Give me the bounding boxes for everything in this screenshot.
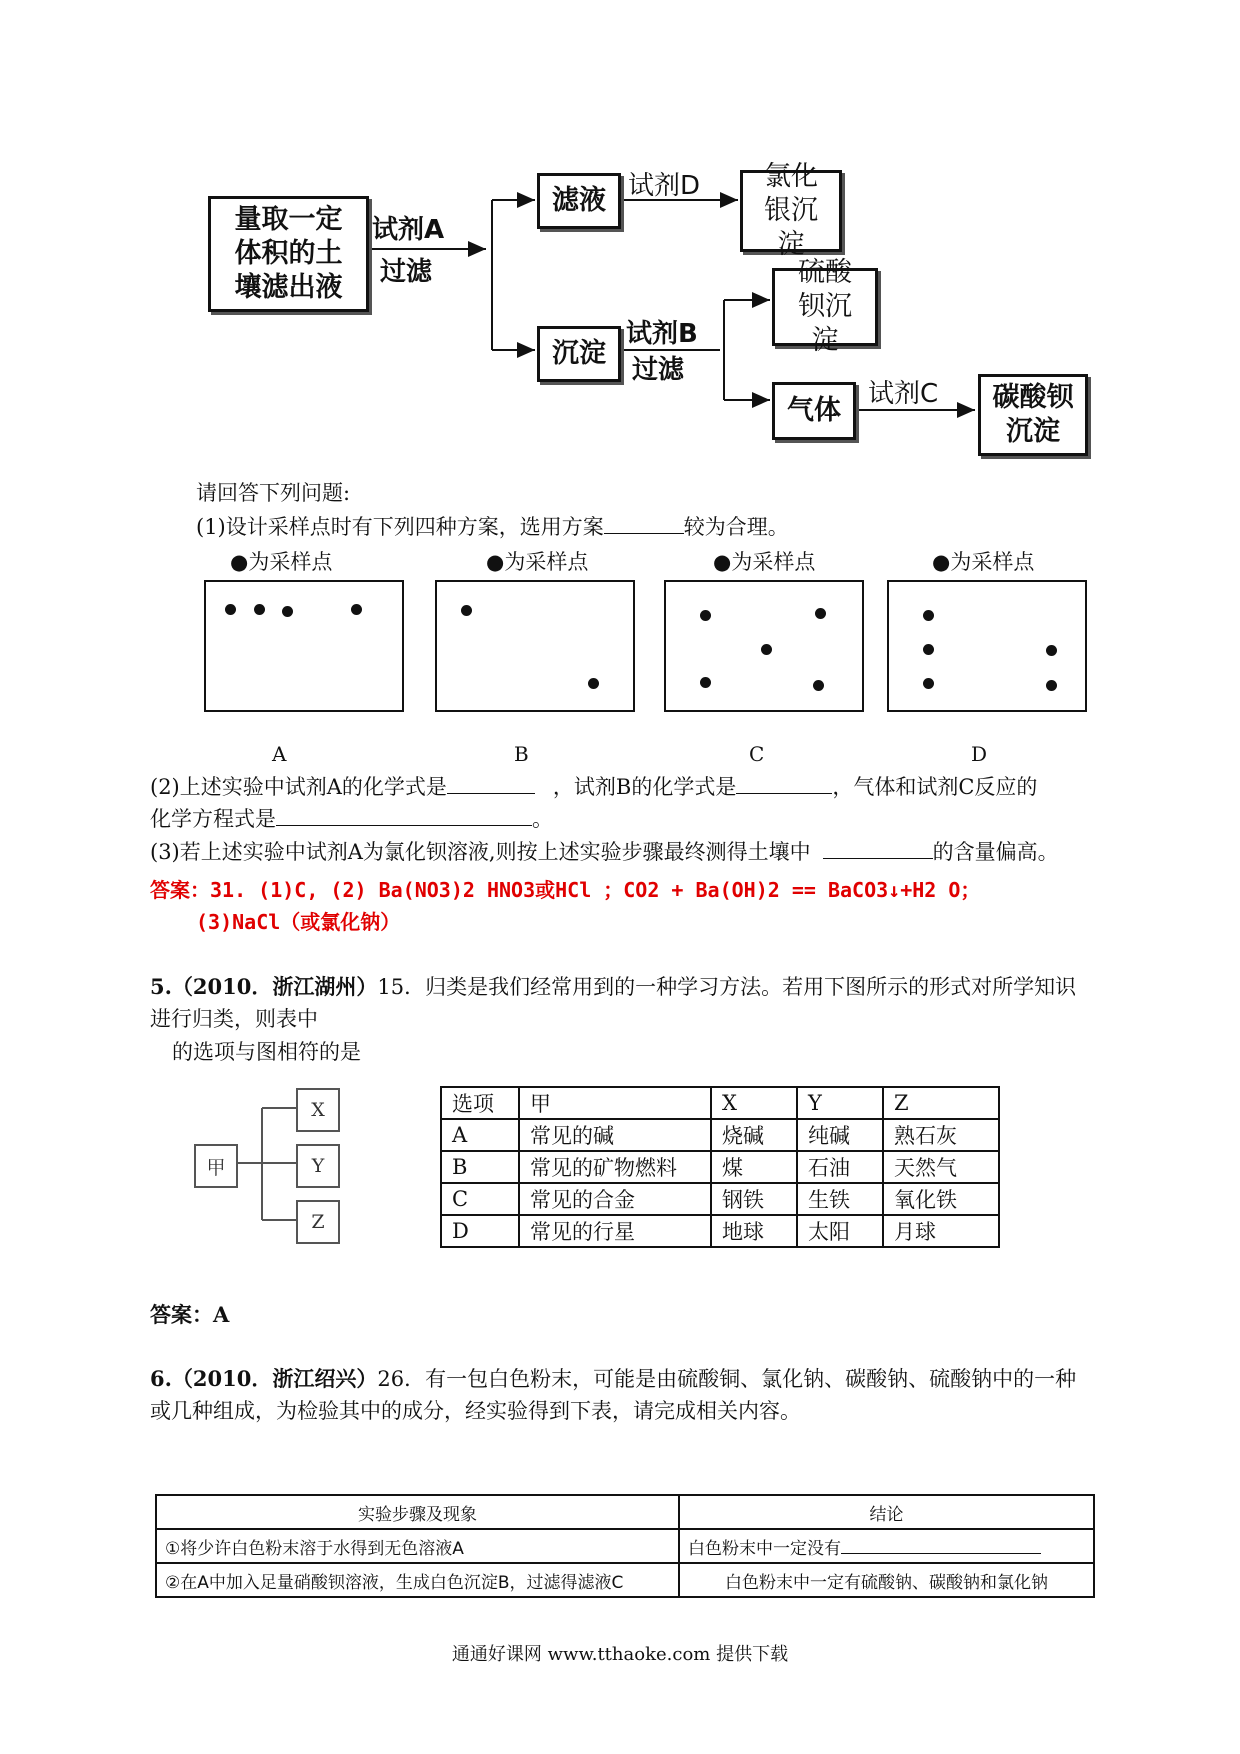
table-header-row (441, 1087, 999, 1119)
sample-point (813, 680, 824, 691)
table-header: 选项 (441, 1087, 519, 1119)
q2-blank-equation[interactable] (276, 803, 532, 826)
flow-precipitate-box (537, 326, 621, 382)
flow-start-text: 量取一定体积的土壤滤出液 (234, 204, 343, 303)
table-header: 甲 (519, 1087, 711, 1119)
table-cell: ②在A中加入足量硝酸钡溶液，生成白色沉淀B，过滤得滤液C (156, 1563, 679, 1597)
table-row (156, 1529, 1094, 1563)
q2-line2-prefix: 化学方程式是 (150, 807, 276, 831)
table-cell: D (441, 1215, 519, 1247)
sample-point (588, 678, 599, 689)
flow-baco3-text: 碳酸钡沉淀 (992, 382, 1074, 447)
sampling-label-a: ●为采样点 (230, 550, 333, 574)
q2-suffix: ，气体和试剂C反应的 (832, 775, 1038, 799)
sample-point (1046, 680, 1057, 691)
option-letter-d: D (971, 742, 988, 766)
table-cell: 太阳 (797, 1215, 883, 1247)
q5-text: 15．归类是我们经常用到的一种学习方法。若用下图所示的形式对所学知识 (377, 975, 1077, 999)
table-cell: 天然气 (883, 1151, 999, 1183)
sampling-label-c: ●为采样点 (713, 550, 816, 574)
question-1 (196, 511, 789, 542)
sample-point (282, 606, 293, 617)
answer-31-line2: (3)NaCl（或氯化钠） (196, 910, 401, 934)
sample-point (815, 608, 826, 619)
tree-z-box: Z (296, 1200, 340, 1244)
sample-point (761, 644, 772, 655)
q2-mid: ，试剂B的化学式是 (552, 775, 737, 799)
sample-point (461, 605, 472, 616)
flow-gas-box (772, 382, 856, 440)
sample-point (923, 610, 934, 621)
flow-filtrate-text: 滤液 (552, 185, 606, 216)
sampling-box-c (664, 580, 864, 712)
answer-31-line1: 答案：31. (1)C, (2) Ba(NO3)2 HNO3或HCl ；CO2 + Ba(OH)2 == BaCO3↓+H2 O； (150, 878, 981, 902)
q1-answer-blank[interactable] (604, 511, 684, 534)
table-cell: 常见的矿物燃料 (519, 1151, 711, 1183)
table-row (441, 1215, 999, 1247)
table-cell: ①将少许白色粉末溶于水得到无色溶液A (156, 1529, 679, 1563)
table-cell: 白色粉末中一定有硫酸钠、碳酸钠和氯化钠 (679, 1563, 1094, 1597)
sampling-box-d (887, 580, 1087, 712)
table-header: Z (883, 1087, 999, 1119)
question-intro: 请回答下列问题: (196, 481, 351, 505)
answer-5: 答案：A (150, 1302, 230, 1327)
q1-prefix: (1)设计采样点时有下列四种方案，选用方案 (196, 515, 604, 539)
flow-filter-label-2: 过滤 (632, 355, 685, 385)
table-header: Y (797, 1087, 883, 1119)
sampling-box-b (435, 580, 635, 712)
q2-blank-reagent-b[interactable] (736, 771, 832, 794)
flow-reagent-c-label: 试剂C (868, 379, 939, 409)
table-cell: 熟石灰 (883, 1119, 999, 1151)
table-cell: 石油 (797, 1151, 883, 1183)
question-5-line1 (150, 972, 1076, 1002)
flow-reagent-d-label: 试剂D (628, 171, 701, 201)
sampling-box-a (204, 580, 404, 712)
flow-baso4-text: 硫酸钡沉淀 (798, 257, 852, 356)
q3-prefix: (3)若上述实验中试剂A为氯化钡溶液,则按上述实验步骤最终测得土壤中 (150, 840, 811, 864)
sample-point (700, 610, 711, 621)
flow-reagent-b-label: 试剂B (626, 319, 698, 349)
tree-root-box: 甲 (194, 1144, 238, 1188)
option-letter-c: C (749, 742, 765, 766)
flow-baso4-box (772, 257, 878, 356)
q5-source: 5.（2010．浙江湖州） (150, 974, 378, 999)
table-header-row (156, 1495, 1094, 1529)
q2-blank-reagent-a[interactable] (447, 771, 535, 794)
question-6-line1 (150, 1364, 1076, 1394)
table-cell: 地球 (711, 1215, 797, 1247)
table-cell: 月球 (883, 1215, 999, 1247)
question-2 (150, 771, 1037, 802)
flow-precipitate-text: 沉淀 (552, 338, 606, 369)
table-row (156, 1563, 1094, 1597)
option-letter-b: B (514, 742, 529, 766)
table-row (441, 1119, 999, 1151)
table-cell: 常见的合金 (519, 1183, 711, 1215)
sample-point (351, 604, 362, 615)
sampling-label-d: ●为采样点 (932, 550, 1035, 574)
flow-reagent-a-label: 试剂A (372, 215, 445, 245)
table-header: X (711, 1087, 797, 1119)
tree-x-box: X (296, 1088, 340, 1132)
table-cell: B (441, 1151, 519, 1183)
table-cell (679, 1529, 1094, 1563)
question-6-line2: 或几种组成，为检验其中的成分，经实验得到下表，请完成相关内容。 (150, 1399, 801, 1423)
q6-text: 26．有一包白色粉末，可能是由硫酸铜、氯化钠、碳酸钠、硫酸钠中的一种 (377, 1367, 1077, 1391)
sample-point (254, 604, 265, 615)
option-letter-a: A (272, 742, 287, 766)
sample-point (923, 678, 934, 689)
q6-source: 6.（2010．浙江绍兴） (150, 1366, 378, 1391)
table-header: 实验步骤及现象 (156, 1495, 679, 1529)
flow-agcl-box (740, 161, 842, 260)
page-footer: 通通好课网 www.tthaoke.com 提供下载 (451, 1644, 789, 1665)
classification-table (440, 1086, 1000, 1248)
experiment-table (155, 1494, 1095, 1598)
tree-y-box: Y (296, 1144, 340, 1188)
table-cell: 常见的行星 (519, 1215, 711, 1247)
flow-start-box (208, 196, 369, 312)
table-cell: 氧化铁 (883, 1183, 999, 1215)
table-cell: 常见的碱 (519, 1119, 711, 1151)
table-cell: 生铁 (797, 1183, 883, 1215)
question-5-line3: 的选项与图相符的是 (172, 1040, 361, 1064)
question-5-line2: 进行归类，则表中 (150, 1007, 318, 1031)
flow-baco3-box (978, 374, 1088, 456)
table-row (441, 1151, 999, 1183)
table-cell: A (441, 1119, 519, 1151)
conclusion-text: 白色粉末中一定没有 (688, 1538, 841, 1559)
sample-point (923, 644, 934, 655)
sample-point (1046, 645, 1057, 656)
question-3 (150, 836, 1059, 867)
question-2-line2 (150, 803, 553, 834)
table-cell: 纯碱 (797, 1119, 883, 1151)
table-cell: 钢铁 (711, 1183, 797, 1215)
table-cell: C (441, 1183, 519, 1215)
table-header: 结论 (679, 1495, 1094, 1529)
q1-suffix: 较为合理。 (683, 515, 789, 539)
sample-point (700, 677, 711, 688)
q2-prefix: (2)上述实验中试剂A的化学式是 (150, 775, 447, 799)
q3-suffix: 的含量偏高。 (932, 840, 1059, 864)
q2-line2-suffix: 。 (532, 807, 553, 831)
flow-filtrate-box (537, 173, 621, 229)
sample-point (225, 604, 236, 615)
flow-agcl-text: 氯化银沉淀 (764, 161, 818, 260)
q3-blank[interactable] (823, 836, 933, 859)
table-cell: 煤 (711, 1151, 797, 1183)
table-cell: 烧碱 (711, 1119, 797, 1151)
conclusion-blank[interactable] (841, 1535, 1041, 1554)
sampling-label-b: ●为采样点 (486, 550, 589, 574)
flow-filter-label-1: 过滤 (380, 257, 433, 287)
table-row (441, 1183, 999, 1215)
flow-gas-text: 气体 (787, 395, 841, 426)
